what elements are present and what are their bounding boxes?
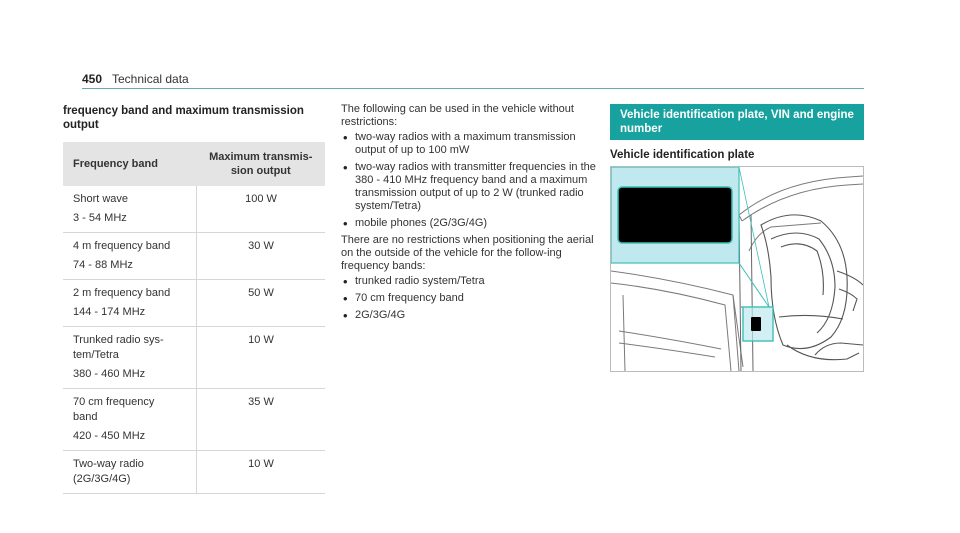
left-column: [63, 104, 325, 494]
list-item: • 70 cm frequency band: [341, 292, 603, 305]
band-cell: [63, 233, 197, 280]
band-range: 74 - 88 MHz: [73, 259, 133, 271]
list-item: • two-way radios with transmitter frequencies in the 380 - 410 MHz frequency band and a maximum transmission output of up to 2 W (trunked radio system/Tetra): [341, 161, 603, 213]
sub-heading: Vehicle identification plate: [610, 149, 755, 161]
band-range: 420 - 450 MHz: [73, 430, 146, 442]
section-heading: Vehicle identification plate, VIN and engine number: [610, 104, 864, 140]
table-header-row: [63, 142, 325, 186]
table-title: frequency band and maximum transmission output: [63, 105, 304, 131]
band-range: 144 - 174 MHz: [73, 306, 146, 318]
table-row: [63, 186, 325, 233]
table-row: [63, 451, 325, 494]
power-cell: 10 W: [197, 451, 326, 494]
table-row: [63, 280, 325, 327]
seat: [761, 215, 863, 360]
power-cell: 50 W: [197, 280, 326, 327]
band-name: 70 cm frequency: [73, 396, 155, 408]
list-item: • mobile phones (2G/3G/4G): [341, 217, 603, 230]
header-frequency-band: Frequency band: [63, 142, 197, 186]
list-item: • 2G/3G/4G: [341, 309, 603, 322]
intro-paragraph: The following can be used in the vehicle without restrictions:: [341, 103, 574, 128]
plate-small-icon: [751, 317, 761, 331]
section-title: Technical data: [112, 72, 189, 86]
band-cell: [63, 186, 197, 233]
door-pillar: [739, 215, 753, 371]
vehicle-plate-illustration: [610, 166, 864, 372]
list-item: • two-way radios with a maximum transmission output of up to 100 mW: [341, 131, 603, 157]
band-name-cont: band: [73, 411, 98, 423]
band-name: Trunked radio sys-: [73, 334, 164, 346]
band-name-cont: (2G/3G/4G): [73, 473, 131, 485]
middle-column: [341, 103, 603, 326]
frequency-table: [63, 142, 325, 494]
band-cell: [63, 327, 197, 389]
band-cell: [63, 280, 197, 327]
band-range: 3 - 54 MHz: [73, 212, 127, 224]
power-cell: 30 W: [197, 233, 326, 280]
band-range: 380 - 460 MHz: [73, 368, 146, 380]
aerial-paragraph: There are no restrictions when positioning the aerial on the outside of the vehicle for the follow-ing frequency bands:: [341, 234, 594, 272]
power-cell: 35 W: [197, 389, 326, 451]
page-number: 450: [82, 72, 103, 86]
table-row: [63, 327, 325, 389]
page-header: [82, 72, 864, 89]
right-column: [610, 104, 864, 162]
band-name-cont: tem/Tetra: [73, 349, 119, 361]
band-name: Two-way radio: [73, 458, 144, 470]
power-cell: 10 W: [197, 327, 326, 389]
power-cell: 100 W: [197, 186, 326, 233]
car-door-drawing: [611, 167, 863, 371]
aerial-list: [341, 275, 603, 322]
band-name: 4 m frequency band: [73, 240, 171, 252]
band-cell: [63, 389, 197, 451]
unrestricted-list: [341, 131, 603, 230]
identification-plate-icon: [618, 187, 732, 243]
band-name: Short wave: [73, 193, 129, 205]
band-name: 2 m frequency band: [73, 287, 171, 299]
band-cell: [63, 451, 197, 494]
list-item: • trunked radio system/Tetra: [341, 275, 603, 288]
table-row: [63, 233, 325, 280]
table-row: [63, 389, 325, 451]
header-max-output: Maximum transmis-sion output: [197, 142, 326, 186]
